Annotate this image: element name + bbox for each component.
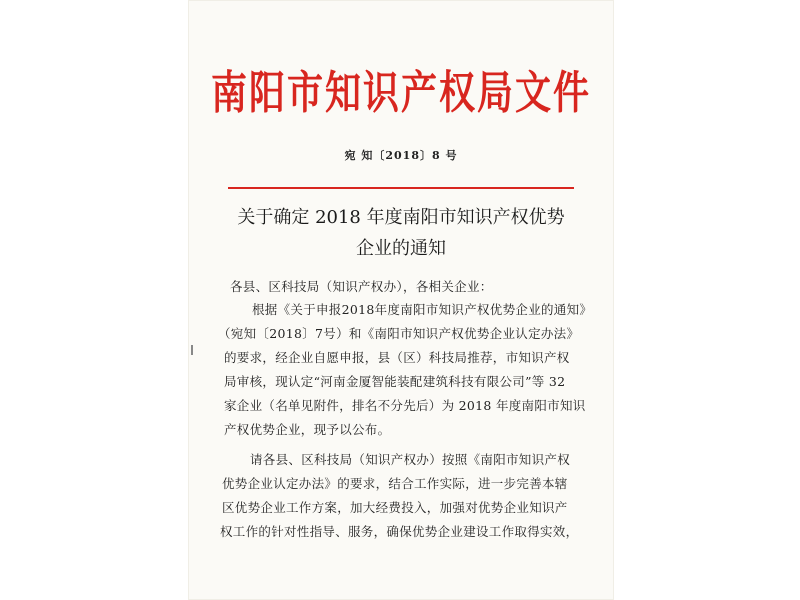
body-line: 家企业（名单见附件，排名不分先后）为 2018 年度南阳市知识	[224, 398, 586, 413]
body-line: 优势企业认定办法》的要求，结合工作实际，进一步完善本辖	[222, 476, 568, 491]
notice-heading-line-2: 企业的通知	[356, 238, 446, 259]
notice-heading-line-1: 关于确定 2018 年度南阳市知识产权优势	[237, 207, 565, 228]
body-line: 各县、区科技局（知识产权办），各相关企业：	[230, 279, 493, 294]
body-line: 局审核，现认定“河南金厦智能装配建筑科技有限公司”等 32	[224, 374, 566, 389]
body-line: 根据《关于申报2018年度南阳市知识产权优势企业的通知》	[252, 302, 593, 317]
issuer-title: 南阳市知识产权局文件	[210, 66, 591, 120]
body-line: 区优势企业工作方案，加大经费投入，加强对优势企业知识产	[222, 500, 568, 515]
document-page	[188, 0, 614, 600]
body-line: 的要求，经企业自愿申报，县（区）科技局推荐，市知识产权	[224, 350, 570, 365]
body-line: 产权优势企业，现予以公布。	[224, 422, 391, 437]
body-line: 权工作的针对性指导、服务，确保优势企业建设工作取得实效，	[220, 524, 579, 539]
body-line: 请各县、区科技局（知识产权办）按照《南阳市知识产权	[250, 452, 571, 467]
document-number: 宛 知〔2018〕8 号	[344, 149, 458, 162]
red-divider-line	[228, 187, 574, 189]
body-line: （宛知〔2018〕7号）和《南阳市知识产权优势企业认定办法》	[218, 326, 580, 341]
binding-mark	[191, 345, 193, 355]
